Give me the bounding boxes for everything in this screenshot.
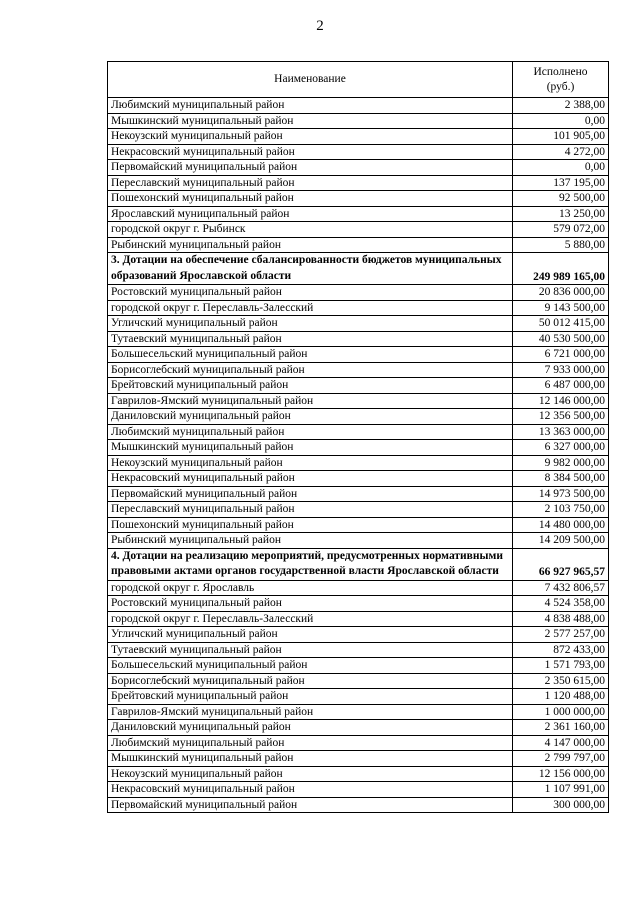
row-name: Любимский муниципальный район <box>108 735 513 751</box>
row-name: Мышкинский муниципальный район <box>108 440 513 456</box>
table-row <box>108 580 609 596</box>
row-name: Борисоглебский муниципальный район <box>108 673 513 689</box>
row-name: Борисоглебский муниципальный район <box>108 362 513 378</box>
row-name: Мышкинский муниципальный район <box>108 113 513 129</box>
row-value: 4 272,00 <box>513 144 609 160</box>
table-row <box>108 533 609 549</box>
row-value: 101 905,00 <box>513 129 609 145</box>
row-name: Переславский муниципальный район <box>108 175 513 191</box>
table-row <box>108 347 609 363</box>
row-value: 9 143 500,00 <box>513 300 609 316</box>
row-name: Тутаевский муниципальный район <box>108 331 513 347</box>
table-row <box>108 455 609 471</box>
table-row <box>108 98 609 114</box>
row-value: 20 836 000,00 <box>513 285 609 301</box>
table-row <box>108 300 609 316</box>
row-value: 4 147 000,00 <box>513 735 609 751</box>
table-row <box>108 642 609 658</box>
table-row <box>108 160 609 176</box>
row-value: 0,00 <box>513 113 609 129</box>
row-name: Тутаевский муниципальный район <box>108 642 513 658</box>
row-value: 2 577 257,00 <box>513 627 609 643</box>
table-row <box>108 735 609 751</box>
row-value: 137 195,00 <box>513 175 609 191</box>
table-row <box>108 222 609 238</box>
table-row <box>108 191 609 207</box>
row-value: 13 250,00 <box>513 206 609 222</box>
section-3-title: 3. Дотации на обеспечение сбалансированности бюджетов муниципальных образований Ярославской области <box>108 253 513 285</box>
row-value: 12 356 500,00 <box>513 409 609 425</box>
row-name: Первомайский муниципальный район <box>108 486 513 502</box>
row-name: Большесельский муниципальный район <box>108 347 513 363</box>
table-row <box>108 362 609 378</box>
budget-table <box>107 61 609 813</box>
table-row <box>108 206 609 222</box>
row-value: 1 000 000,00 <box>513 704 609 720</box>
table-row <box>108 129 609 145</box>
row-value: 2 103 750,00 <box>513 502 609 518</box>
row-value: 1 120 488,00 <box>513 689 609 705</box>
column-header-executed <box>513 62 609 98</box>
row-value: 50 012 415,00 <box>513 316 609 332</box>
row-value: 13 363 000,00 <box>513 424 609 440</box>
row-value: 579 072,00 <box>513 222 609 238</box>
row-name: Рыбинский муниципальный район <box>108 533 513 549</box>
row-value: 4 838 488,00 <box>513 611 609 627</box>
row-name: Некрасовский муниципальный район <box>108 782 513 798</box>
row-value: 14 480 000,00 <box>513 517 609 533</box>
table-row <box>108 658 609 674</box>
row-name: Любимский муниципальный район <box>108 424 513 440</box>
row-name: Ростовский муниципальный район <box>108 596 513 612</box>
section-3-rows <box>108 285 609 549</box>
row-value: 1 107 991,00 <box>513 782 609 798</box>
row-name: Гаврилов-Ямский муниципальный район <box>108 393 513 409</box>
table-row <box>108 144 609 160</box>
section-4-title: 4. Дотации на реализацию мероприятий, предусмотренных нормативными правовыми актами органов государственной власти Ярославской области <box>108 548 513 580</box>
row-name: Гаврилов-Ямский муниципальный район <box>108 704 513 720</box>
row-value: 2 388,00 <box>513 98 609 114</box>
row-value: 5 880,00 <box>513 237 609 253</box>
row-value: 872 433,00 <box>513 642 609 658</box>
row-name: Даниловский муниципальный район <box>108 720 513 736</box>
table-row <box>108 440 609 456</box>
table-row <box>108 424 609 440</box>
row-value: 7 933 000,00 <box>513 362 609 378</box>
row-name: Некоузский муниципальный район <box>108 455 513 471</box>
row-name: Угличский муниципальный район <box>108 316 513 332</box>
row-value: 12 156 000,00 <box>513 766 609 782</box>
row-name: городской округ г. Ярославль <box>108 580 513 596</box>
row-value: 12 146 000,00 <box>513 393 609 409</box>
table-row <box>108 782 609 798</box>
row-value: 300 000,00 <box>513 797 609 813</box>
row-name: Угличский муниципальный район <box>108 627 513 643</box>
section-4-total: 66 927 965,57 <box>513 548 609 580</box>
row-value: 6 327 000,00 <box>513 440 609 456</box>
row-value: 14 209 500,00 <box>513 533 609 549</box>
row-name: Ростовский муниципальный район <box>108 285 513 301</box>
row-value: 8 384 500,00 <box>513 471 609 487</box>
row-name: Брейтовский муниципальный район <box>108 689 513 705</box>
row-name: Некоузский муниципальный район <box>108 129 513 145</box>
row-value: 0,00 <box>513 160 609 176</box>
table-row <box>108 331 609 347</box>
section-3-group <box>108 253 609 285</box>
row-name: Пошехонский муниципальный район <box>108 191 513 207</box>
page-number: 2 <box>316 18 324 34</box>
row-name: Брейтовский муниципальный район <box>108 378 513 394</box>
table-row <box>108 316 609 332</box>
row-name: Первомайский муниципальный район <box>108 797 513 813</box>
table-row <box>108 673 609 689</box>
table-row <box>108 486 609 502</box>
row-value: 1 571 793,00 <box>513 658 609 674</box>
row-name: Даниловский муниципальный район <box>108 409 513 425</box>
row-name: городской округ г. Переславль-Залесский <box>108 611 513 627</box>
column-header-executed-line1: Исполнено <box>533 66 588 78</box>
row-value: 14 973 500,00 <box>513 486 609 502</box>
row-name: Некрасовский муниципальный район <box>108 144 513 160</box>
row-name: Большесельский муниципальный район <box>108 658 513 674</box>
column-header-executed-line2: (руб.) <box>546 80 575 93</box>
table-row <box>108 285 609 301</box>
section-3-total: 249 989 165,00 <box>513 253 609 285</box>
table-header-row <box>108 62 609 98</box>
section-4-group <box>108 548 609 580</box>
table-row <box>108 237 609 253</box>
row-value: 40 530 500,00 <box>513 331 609 347</box>
row-value: 7 432 806,57 <box>513 580 609 596</box>
row-name: Некоузский муниципальный район <box>108 766 513 782</box>
row-value: 9 982 000,00 <box>513 455 609 471</box>
table-row <box>108 471 609 487</box>
row-value: 2 350 615,00 <box>513 673 609 689</box>
row-name: Любимский муниципальный район <box>108 98 513 114</box>
table-row <box>108 502 609 518</box>
row-value: 6 487 000,00 <box>513 378 609 394</box>
row-name: Переславский муниципальный район <box>108 502 513 518</box>
table-row <box>108 175 609 191</box>
row-name: городской округ г. Переславль-Залесский <box>108 300 513 316</box>
table-row <box>108 704 609 720</box>
column-header-name: Наименование <box>108 62 513 98</box>
table-row <box>108 720 609 736</box>
table-row <box>108 393 609 409</box>
table-row <box>108 596 609 612</box>
section-3-header-row <box>108 253 609 285</box>
section-4-rows <box>108 580 609 813</box>
table-row <box>108 378 609 394</box>
table-row <box>108 689 609 705</box>
row-value: 2 799 797,00 <box>513 751 609 767</box>
table-row <box>108 766 609 782</box>
table-row <box>108 797 609 813</box>
row-name: городской округ г. Рыбинск <box>108 222 513 238</box>
row-value: 2 361 160,00 <box>513 720 609 736</box>
table-row <box>108 517 609 533</box>
row-value: 92 500,00 <box>513 191 609 207</box>
row-name: Ярославский муниципальный район <box>108 206 513 222</box>
row-name: Первомайский муниципальный район <box>108 160 513 176</box>
table-row <box>108 113 609 129</box>
row-name: Некрасовский муниципальный район <box>108 471 513 487</box>
table-row <box>108 409 609 425</box>
row-name: Рыбинский муниципальный район <box>108 237 513 253</box>
row-name: Мышкинский муниципальный район <box>108 751 513 767</box>
row-name: Пошехонский муниципальный район <box>108 517 513 533</box>
row-value: 6 721 000,00 <box>513 347 609 363</box>
table-row <box>108 751 609 767</box>
table-row <box>108 627 609 643</box>
section-4-header-row <box>108 548 609 580</box>
rows-continued-group <box>108 98 609 253</box>
row-value: 4 524 358,00 <box>513 596 609 612</box>
table-row <box>108 611 609 627</box>
